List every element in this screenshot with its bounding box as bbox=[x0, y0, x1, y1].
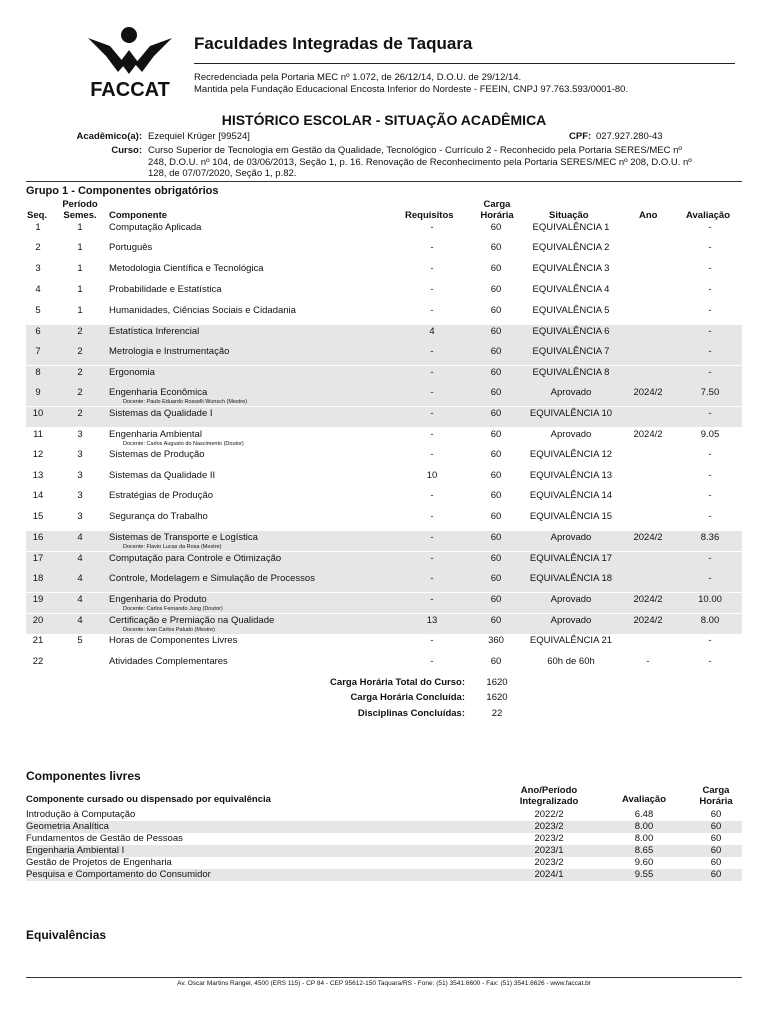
cell-carga: 60 bbox=[490, 615, 502, 626]
table-row bbox=[26, 283, 742, 303]
livres-cell-avaliacao: 9.55 bbox=[634, 869, 654, 880]
cell-componente: Metodologia Científica e Tecnológica bbox=[109, 263, 264, 274]
cell-periodo: 4 bbox=[77, 532, 83, 543]
cell-situacao: EQUIVALÊNCIA 13 bbox=[529, 470, 613, 481]
cell-carga: 60 bbox=[490, 326, 502, 337]
cell-periodo: 1 bbox=[77, 305, 83, 316]
cell-seq: 18 bbox=[32, 573, 44, 584]
cell-carga: 60 bbox=[490, 594, 502, 605]
cell-ano: 2024/2 bbox=[633, 429, 663, 440]
cell-seq: 14 bbox=[32, 490, 44, 501]
disciplinas-concluidas-value: 22 bbox=[491, 708, 503, 719]
disciplinas-concluidas-label: Disciplinas Concluídas: bbox=[357, 708, 465, 719]
cell-seq: 2 bbox=[35, 242, 41, 253]
cell-avaliacao: - bbox=[708, 326, 712, 337]
cell-requisitos: - bbox=[430, 429, 434, 440]
header-divider bbox=[194, 63, 735, 64]
cell-seq: 20 bbox=[32, 615, 44, 626]
header-carga bbox=[477, 199, 517, 221]
cell-requisitos: 4 bbox=[429, 326, 435, 337]
livres-cell-componente: Geometria Analítica bbox=[26, 821, 109, 832]
livres-header-avaliacao: Avaliação bbox=[621, 794, 666, 805]
curso-label: Curso: bbox=[111, 145, 142, 156]
table-row bbox=[26, 345, 742, 365]
header-carga-line1: Carga bbox=[483, 199, 511, 210]
cell-requisitos: - bbox=[430, 305, 434, 316]
cell-avaliacao: - bbox=[708, 553, 712, 564]
cell-requisitos: - bbox=[430, 511, 434, 522]
table-row bbox=[26, 262, 742, 282]
curso-line-2: 248, D.O.U. nº 104, de 03/06/2013, Seção 1, p. 16. Renovação de Reconhecimento pela Portaria SERES/MEC nº 208, D.O.U. nº bbox=[148, 156, 692, 168]
cell-periodo: 2 bbox=[77, 326, 83, 337]
cell-seq: 5 bbox=[35, 305, 41, 316]
livres-cell-componente: Introdução à Computação bbox=[26, 809, 136, 820]
cell-componente: Sistemas de Transporte e Logística bbox=[109, 532, 258, 543]
cell-periodo: 2 bbox=[77, 387, 83, 398]
cell-periodo: 3 bbox=[77, 511, 83, 522]
cell-requisitos: - bbox=[430, 594, 434, 605]
header-avaliacao: Avaliação bbox=[686, 210, 731, 221]
cell-carga: 60 bbox=[490, 346, 502, 357]
livres-cell-componente: Engenharia Ambiental I bbox=[26, 845, 125, 856]
academico-label: Acadêmico(a): bbox=[76, 131, 142, 142]
table-row bbox=[26, 614, 742, 634]
livres-header-ano bbox=[505, 785, 593, 807]
cell-requisitos: - bbox=[430, 367, 434, 378]
livres-header-carga-line2: Horária bbox=[699, 796, 733, 807]
cell-ano: - bbox=[646, 656, 650, 667]
cell-componente: Estatística Inferencial bbox=[109, 326, 200, 337]
cell-componente: Humanidades, Ciências Sociais e Cidadania bbox=[109, 305, 296, 316]
cell-requisitos: - bbox=[430, 449, 434, 460]
cell-avaliacao: 9.05 bbox=[700, 429, 720, 440]
cell-componente: Engenharia Ambiental bbox=[109, 429, 202, 440]
table-row bbox=[26, 407, 742, 427]
header-componente: Componente bbox=[109, 210, 168, 221]
cell-requisitos: - bbox=[430, 490, 434, 501]
cell-componente: Português bbox=[109, 242, 153, 253]
school-name: Faculdades Integradas de Taquara bbox=[194, 34, 473, 53]
header-periodo-line2: Semes. bbox=[63, 210, 97, 221]
cell-componente: Certificação e Premiação na Qualidade bbox=[109, 615, 275, 626]
table-row bbox=[26, 366, 742, 386]
cell-ano: 2024/2 bbox=[633, 532, 663, 543]
livres-header-componente: Componente cursado ou dispensado por equivalência bbox=[26, 794, 271, 805]
cell-componente: Estratégias de Produção bbox=[109, 490, 214, 501]
carga-concluida-label: Carga Horária Concluída: bbox=[350, 692, 465, 703]
livres-cell-avaliacao: 8.00 bbox=[634, 833, 654, 844]
list-item bbox=[26, 809, 742, 821]
cell-componente: Segurança do Trabalho bbox=[109, 511, 208, 522]
cell-requisitos: 13 bbox=[426, 615, 438, 626]
cell-seq: 1 bbox=[35, 222, 41, 233]
table-row bbox=[26, 469, 742, 489]
table-row bbox=[26, 510, 742, 530]
cell-periodo: 2 bbox=[77, 408, 83, 419]
table-row bbox=[26, 325, 742, 345]
cell-avaliacao: - bbox=[708, 242, 712, 253]
livres-cell-ano: 2023/2 bbox=[534, 821, 564, 832]
cell-requisitos: - bbox=[430, 573, 434, 584]
cell-situacao: Aprovado bbox=[550, 532, 592, 543]
cell-carga: 60 bbox=[490, 511, 502, 522]
cell-seq: 15 bbox=[32, 511, 44, 522]
cell-seq: 8 bbox=[35, 367, 41, 378]
cell-carga: 60 bbox=[490, 263, 502, 274]
list-item bbox=[26, 857, 742, 869]
cell-componente: Computação para Controle e Otimização bbox=[109, 553, 282, 564]
cell-avaliacao: 8.36 bbox=[700, 532, 720, 543]
cell-carga: 60 bbox=[490, 490, 502, 501]
cell-periodo: 3 bbox=[77, 470, 83, 481]
livres-cell-avaliacao: 8.65 bbox=[634, 845, 654, 856]
cell-componente: Metrologia e Instrumentação bbox=[109, 346, 230, 357]
livres-cell-carga: 60 bbox=[710, 869, 722, 880]
table-row bbox=[26, 448, 742, 468]
cell-carga: 60 bbox=[490, 532, 502, 543]
cell-avaliacao: - bbox=[708, 635, 712, 646]
cell-avaliacao: - bbox=[708, 490, 712, 501]
livres-cell-carga: 60 bbox=[710, 833, 722, 844]
cell-seq: 11 bbox=[33, 429, 43, 440]
livres-cell-carga: 60 bbox=[710, 809, 722, 820]
table-row bbox=[26, 304, 742, 324]
cell-avaliacao: - bbox=[708, 511, 712, 522]
cell-situacao: EQUIVALÊNCIA 21 bbox=[529, 635, 613, 646]
cell-situacao: EQUIVALÊNCIA 6 bbox=[532, 326, 610, 337]
cell-componente: Controle, Modelagem e Simulação de Processos bbox=[109, 573, 315, 584]
total-carga-label: Carga Horária Total do Curso: bbox=[330, 677, 465, 688]
cell-seq: 19 bbox=[32, 594, 44, 605]
list-item bbox=[26, 833, 742, 845]
cell-requisitos: - bbox=[430, 532, 434, 543]
faccat-logo bbox=[80, 24, 180, 100]
header-carga-line2: Horária bbox=[480, 210, 514, 221]
livres-cell-ano: 2023/1 bbox=[534, 845, 564, 856]
cell-situacao: EQUIVALÊNCIA 18 bbox=[529, 573, 613, 584]
cell-situacao: EQUIVALÊNCIA 17 bbox=[529, 553, 613, 564]
footer-divider bbox=[26, 977, 742, 978]
cell-docente: Docente: Flavio Lucas da Rosa (Mestre) bbox=[123, 544, 222, 550]
cell-carga: 60 bbox=[490, 656, 502, 667]
cell-periodo: 1 bbox=[77, 222, 83, 233]
cell-carga: 60 bbox=[490, 573, 502, 584]
cell-situacao: EQUIVALÊNCIA 8 bbox=[532, 367, 610, 378]
cell-avaliacao: - bbox=[708, 449, 712, 460]
cell-periodo: 1 bbox=[77, 263, 83, 274]
grupo1-title: Grupo 1 - Componentes obrigatórios bbox=[26, 185, 219, 197]
cell-docente: Docente: Carlos Fernando Jung (Doutor) bbox=[123, 606, 223, 612]
cell-avaliacao: - bbox=[708, 263, 712, 274]
cell-periodo: 1 bbox=[77, 284, 83, 295]
livres-cell-avaliacao: 8.00 bbox=[634, 821, 654, 832]
cell-seq: 4 bbox=[35, 284, 41, 295]
table-row bbox=[26, 241, 742, 261]
livres-cell-avaliacao: 9.60 bbox=[634, 857, 654, 868]
livres-cell-componente: Pesquisa e Comportamento do Consumidor bbox=[26, 869, 211, 880]
table-row bbox=[26, 489, 742, 509]
cell-avaliacao: - bbox=[708, 656, 712, 667]
cell-carga: 60 bbox=[490, 367, 502, 378]
cell-requisitos: - bbox=[430, 222, 434, 233]
cell-situacao: Aprovado bbox=[550, 429, 592, 440]
cell-carga: 60 bbox=[490, 387, 502, 398]
cell-seq: 21 bbox=[32, 635, 44, 646]
table-row bbox=[26, 655, 742, 675]
list-item bbox=[26, 869, 742, 881]
cell-periodo: 1 bbox=[77, 242, 83, 253]
cell-avaliacao: - bbox=[708, 284, 712, 295]
table-row bbox=[26, 634, 742, 654]
cell-requisitos: - bbox=[430, 553, 434, 564]
table-row bbox=[26, 428, 742, 448]
cell-carga: 60 bbox=[490, 553, 502, 564]
document-title: HISTÓRICO ESCOLAR - SITUAÇÃO ACADÊMICA bbox=[221, 112, 547, 128]
cell-avaliacao: 10.00 bbox=[698, 594, 722, 605]
cell-carga: 360 bbox=[488, 635, 504, 646]
cell-periodo: 4 bbox=[77, 615, 83, 626]
cell-situacao: Aprovado bbox=[550, 387, 592, 398]
footer-address: Av. Oscar Martins Rangel, 4500 (ERS 115) - CP 84 - CEP 95612-150 Taquara/RS - Fone: (51) 3541.6600 - Fax: (51) 3541.6626 - www.faccat.br bbox=[177, 980, 591, 987]
cell-situacao: Aprovado bbox=[550, 594, 592, 605]
cell-requisitos: - bbox=[430, 263, 434, 274]
cell-avaliacao: - bbox=[708, 408, 712, 419]
cell-componente: Engenharia Econômica bbox=[109, 387, 208, 398]
cell-avaliacao: - bbox=[708, 573, 712, 584]
list-item bbox=[26, 845, 742, 857]
table-row bbox=[26, 531, 742, 551]
cell-situacao: EQUIVALÊNCIA 5 bbox=[532, 305, 610, 316]
cell-avaliacao: - bbox=[708, 367, 712, 378]
cell-ano: 2024/2 bbox=[633, 387, 663, 398]
livres-cell-ano: 2023/2 bbox=[534, 833, 564, 844]
cell-carga: 60 bbox=[490, 429, 502, 440]
cell-componente: Sistemas de Produção bbox=[109, 449, 205, 460]
header-requisitos: Requisitos bbox=[405, 210, 454, 221]
cell-seq: 6 bbox=[35, 326, 41, 337]
cell-avaliacao: - bbox=[708, 470, 712, 481]
table-row bbox=[26, 386, 742, 406]
livres-cell-carga: 60 bbox=[710, 857, 722, 868]
cell-requisitos: - bbox=[430, 242, 434, 253]
cell-periodo: 3 bbox=[77, 449, 83, 460]
cell-situacao: EQUIVALÊNCIA 7 bbox=[532, 346, 610, 357]
accreditation-line: Recredenciada pela Portaria MEC nº 1.072, de 26/12/14, D.O.U. de 29/12/14. bbox=[194, 72, 522, 83]
cell-situacao: 60h de 60h bbox=[547, 656, 595, 667]
cell-componente: Engenharia do Produto bbox=[109, 594, 207, 605]
cell-requisitos: - bbox=[430, 656, 434, 667]
table-row bbox=[26, 572, 742, 592]
academico-value: Ezequiel Krüger [99524] bbox=[148, 131, 250, 142]
cell-situacao: EQUIVALÊNCIA 2 bbox=[532, 242, 610, 253]
cell-requisitos: - bbox=[430, 284, 434, 295]
cell-componente: Sistemas da Qualidade II bbox=[109, 470, 216, 481]
cell-componente: Atividades Complementares bbox=[109, 656, 228, 667]
cell-requisitos: 10 bbox=[426, 470, 438, 481]
cell-carga: 60 bbox=[490, 449, 502, 460]
livres-cell-carga: 60 bbox=[710, 845, 722, 856]
livres-cell-ano: 2024/1 bbox=[534, 869, 564, 880]
cpf-label: CPF: bbox=[569, 131, 592, 142]
maintainer-line: Mantida pela Fundação Educacional Encosta Inferior do Nordeste - FEEIN, CNPJ 97.763.593/0001-80. bbox=[194, 84, 629, 95]
livres-cell-componente: Gestão de Projetos de Engenharia bbox=[26, 857, 172, 868]
cell-componente: Sistemas da Qualidade I bbox=[109, 408, 213, 419]
cpf-value: 027.927.280-43 bbox=[596, 131, 663, 142]
carga-concluida-value: 1620 bbox=[486, 692, 508, 703]
cell-seq: 9 bbox=[35, 387, 41, 398]
livres-header-ano-line2: Integralizado bbox=[519, 796, 579, 807]
table-row bbox=[26, 552, 742, 572]
header-ano: Ano bbox=[639, 210, 658, 221]
cell-situacao: EQUIVALÊNCIA 3 bbox=[532, 263, 610, 274]
cell-seq: 3 bbox=[35, 263, 41, 274]
header-periodo bbox=[60, 199, 100, 221]
equivalencias-title: Equivalências bbox=[26, 928, 107, 942]
cell-periodo: 3 bbox=[77, 429, 83, 440]
cell-componente: Probabilidade e Estatística bbox=[109, 284, 222, 295]
total-carga-value: 1620 bbox=[486, 677, 508, 688]
cell-avaliacao: 8.00 bbox=[700, 615, 720, 626]
livres-cell-componente: Fundamentos de Gestão de Pessoas bbox=[26, 833, 183, 844]
cell-situacao: Aprovado bbox=[550, 615, 592, 626]
cell-periodo: 3 bbox=[77, 490, 83, 501]
cell-seq: 17 bbox=[32, 553, 44, 564]
header-seq: Seq. bbox=[27, 210, 48, 221]
livres-header-carga-line1: Carga bbox=[702, 785, 730, 796]
cell-periodo: 2 bbox=[77, 346, 83, 357]
table-row bbox=[26, 221, 742, 241]
header-periodo-line1: Período bbox=[62, 199, 98, 210]
cell-requisitos: - bbox=[430, 346, 434, 357]
cell-carga: 60 bbox=[490, 284, 502, 295]
livres-title: Componentes livres bbox=[26, 769, 141, 783]
livres-cell-ano: 2022/2 bbox=[534, 809, 564, 820]
cell-carga: 60 bbox=[490, 305, 502, 316]
livres-cell-avaliacao: 6.48 bbox=[634, 809, 654, 820]
cell-requisitos: - bbox=[430, 408, 434, 419]
logo-mark-icon bbox=[80, 24, 180, 100]
cell-avaliacao: - bbox=[708, 346, 712, 357]
cell-avaliacao: - bbox=[708, 222, 712, 233]
cell-avaliacao: 7.50 bbox=[700, 387, 720, 398]
cell-seq: 12 bbox=[32, 449, 44, 460]
cell-avaliacao: - bbox=[708, 305, 712, 316]
livres-header-carga bbox=[694, 785, 738, 807]
curso-line-1: Curso Superior de Tecnologia em Gestão da Qualidade, Tecnológico - Currículo 2 - Reconhecido pela Portaria SERES/MEC nº bbox=[148, 145, 682, 156]
livres-header-ano-line1: Ano/Período bbox=[520, 785, 578, 796]
logo-text: FACCAT bbox=[90, 79, 170, 100]
curso-description bbox=[148, 145, 692, 180]
cell-situacao: EQUIVALÊNCIA 1 bbox=[532, 222, 610, 233]
cell-componente: Ergonomia bbox=[109, 367, 155, 378]
livres-cell-carga: 60 bbox=[710, 821, 722, 832]
cell-periodo: 4 bbox=[77, 594, 83, 605]
cell-carga: 60 bbox=[490, 242, 502, 253]
cell-seq: 22 bbox=[32, 656, 44, 667]
cell-situacao: EQUIVALÊNCIA 4 bbox=[532, 284, 610, 295]
cell-requisitos: - bbox=[430, 635, 434, 646]
cell-componente: Horas de Componentes Livres bbox=[109, 635, 238, 646]
cell-seq: 13 bbox=[32, 470, 44, 481]
cell-seq: 10 bbox=[32, 408, 44, 419]
cell-periodo: 4 bbox=[77, 573, 83, 584]
cell-periodo: 5 bbox=[77, 635, 83, 646]
cell-carga: 60 bbox=[490, 222, 502, 233]
table-row bbox=[26, 593, 742, 613]
cell-situacao: EQUIVALÊNCIA 10 bbox=[529, 408, 613, 419]
cell-seq: 16 bbox=[32, 532, 44, 543]
cell-situacao: EQUIVALÊNCIA 12 bbox=[529, 449, 613, 460]
cell-periodo: 2 bbox=[77, 367, 83, 378]
cell-ano: 2024/2 bbox=[633, 594, 663, 605]
cell-situacao: EQUIVALÊNCIA 15 bbox=[529, 511, 613, 522]
cell-docente: Docente: Carlos Augusto do Nascimento (Doutor) bbox=[123, 441, 244, 447]
header-situacao: Situação bbox=[549, 210, 589, 221]
cell-situacao: EQUIVALÊNCIA 14 bbox=[529, 490, 613, 501]
cell-docente: Docente: Paulo Eduardo Rosselli Wunsch (Mestre) bbox=[123, 399, 248, 405]
cell-carga: 60 bbox=[490, 408, 502, 419]
list-item bbox=[26, 821, 742, 833]
livres-cell-ano: 2023/2 bbox=[534, 857, 564, 868]
cell-componente: Computação Aplicada bbox=[109, 222, 202, 233]
cell-ano: 2024/2 bbox=[633, 615, 663, 626]
curso-line-3: 128, de 07/07/2020, Seção 1, p.82. bbox=[148, 168, 297, 179]
cell-requisitos: - bbox=[430, 387, 434, 398]
cell-docente: Docente: Ivan Carlos Paludo (Mestre) bbox=[123, 627, 216, 633]
cell-seq: 7 bbox=[35, 346, 41, 357]
cell-carga: 60 bbox=[490, 470, 502, 481]
section-divider bbox=[26, 181, 742, 182]
cell-periodo: 4 bbox=[77, 553, 83, 564]
